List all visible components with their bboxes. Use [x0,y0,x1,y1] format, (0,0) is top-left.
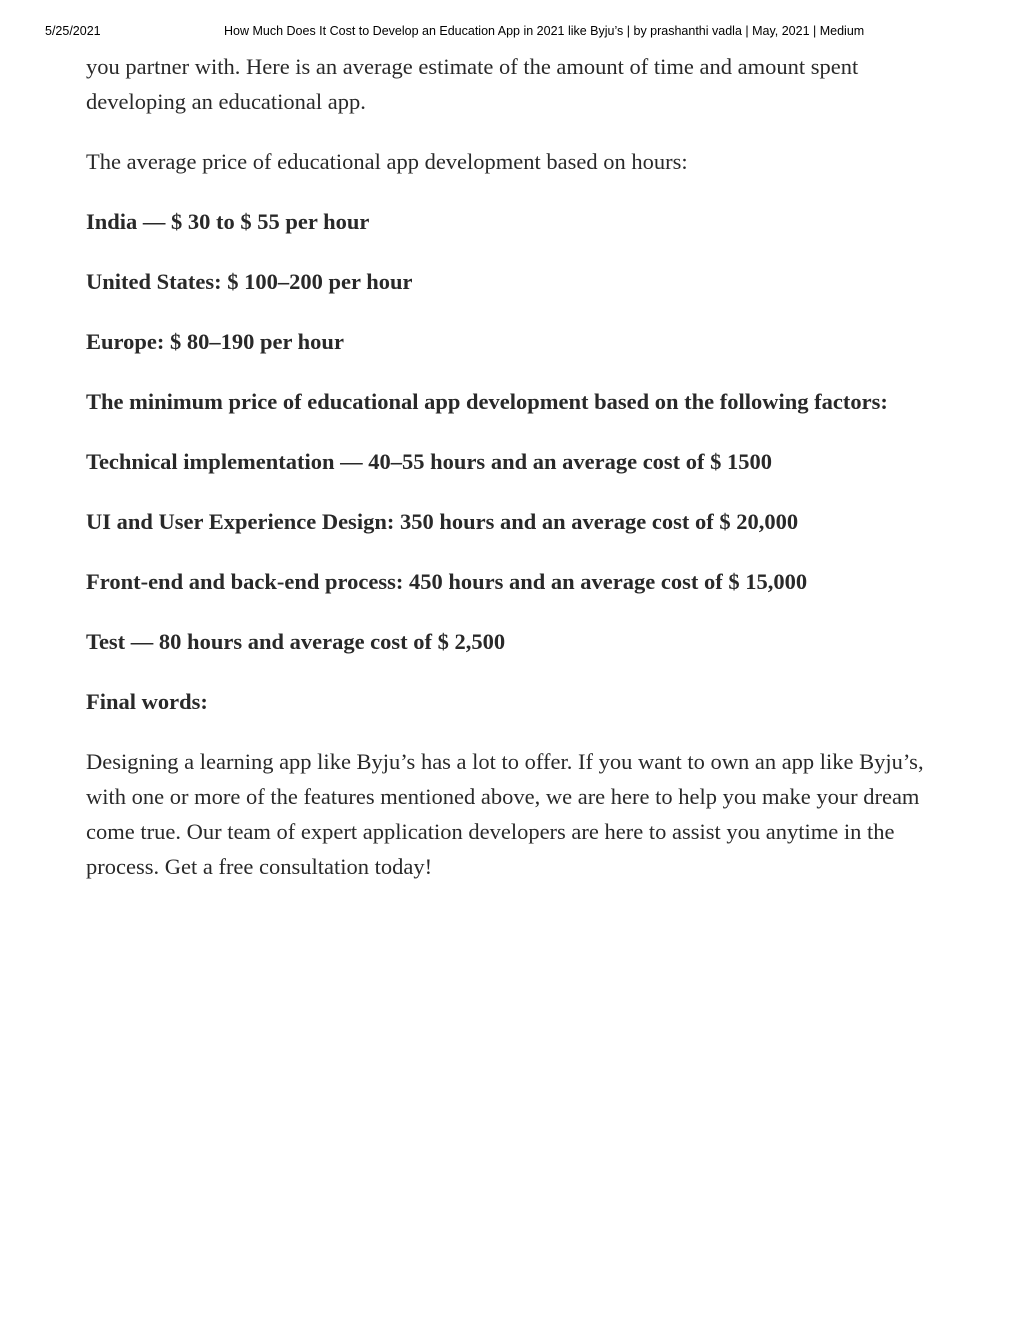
print-page-title: How Much Does It Cost to Develop an Education App in 2021 like Byju’s | by prashanthi vadla | May, 2021 | Medium [224,24,865,38]
paragraph-conclusion: Designing a learning app like Byju’s has a lot to offer. If you want to own an app like Byju’s, with one or more of the features mentioned above, we are here to help you make your dream come true. Our team of expert application developers are here to assist you anytime in the process. Get a free consultation today! [86,749,924,879]
cost-front-back-end: Front-end and back-end process: 450 hours and an average cost of $ 15,000 [86,569,808,594]
minimum-price-heading: The minimum price of educational app development based on the following factors: [86,389,888,414]
cost-ui-ux-design: UI and User Experience Design: 350 hours and an average cost of $ 20,000 [86,509,799,534]
rate-europe: Europe: $ 80–190 per hour [86,329,344,354]
cost-technical-implementation: Technical implementation — 40–55 hours and an average cost of $ 1500 [86,449,773,474]
print-header [0,24,1024,42]
paragraph-hourly-price-intro: The average price of educational app development based on hours: [86,149,688,174]
print-date: 5/25/2021 [45,24,101,38]
rate-united-states: United States: $ 100–200 per hour [86,269,413,294]
cost-test: Test — 80 hours and average cost of $ 2,500 [86,629,506,654]
final-words-heading: Final words: [86,689,208,714]
article-body [86,49,946,909]
paragraph-intro-continued: you partner with. Here is an average estimate of the amount of time and amount spent developing an educational app. [86,54,859,114]
rate-india: India — $ 30 to $ 55 per hour [86,209,370,234]
